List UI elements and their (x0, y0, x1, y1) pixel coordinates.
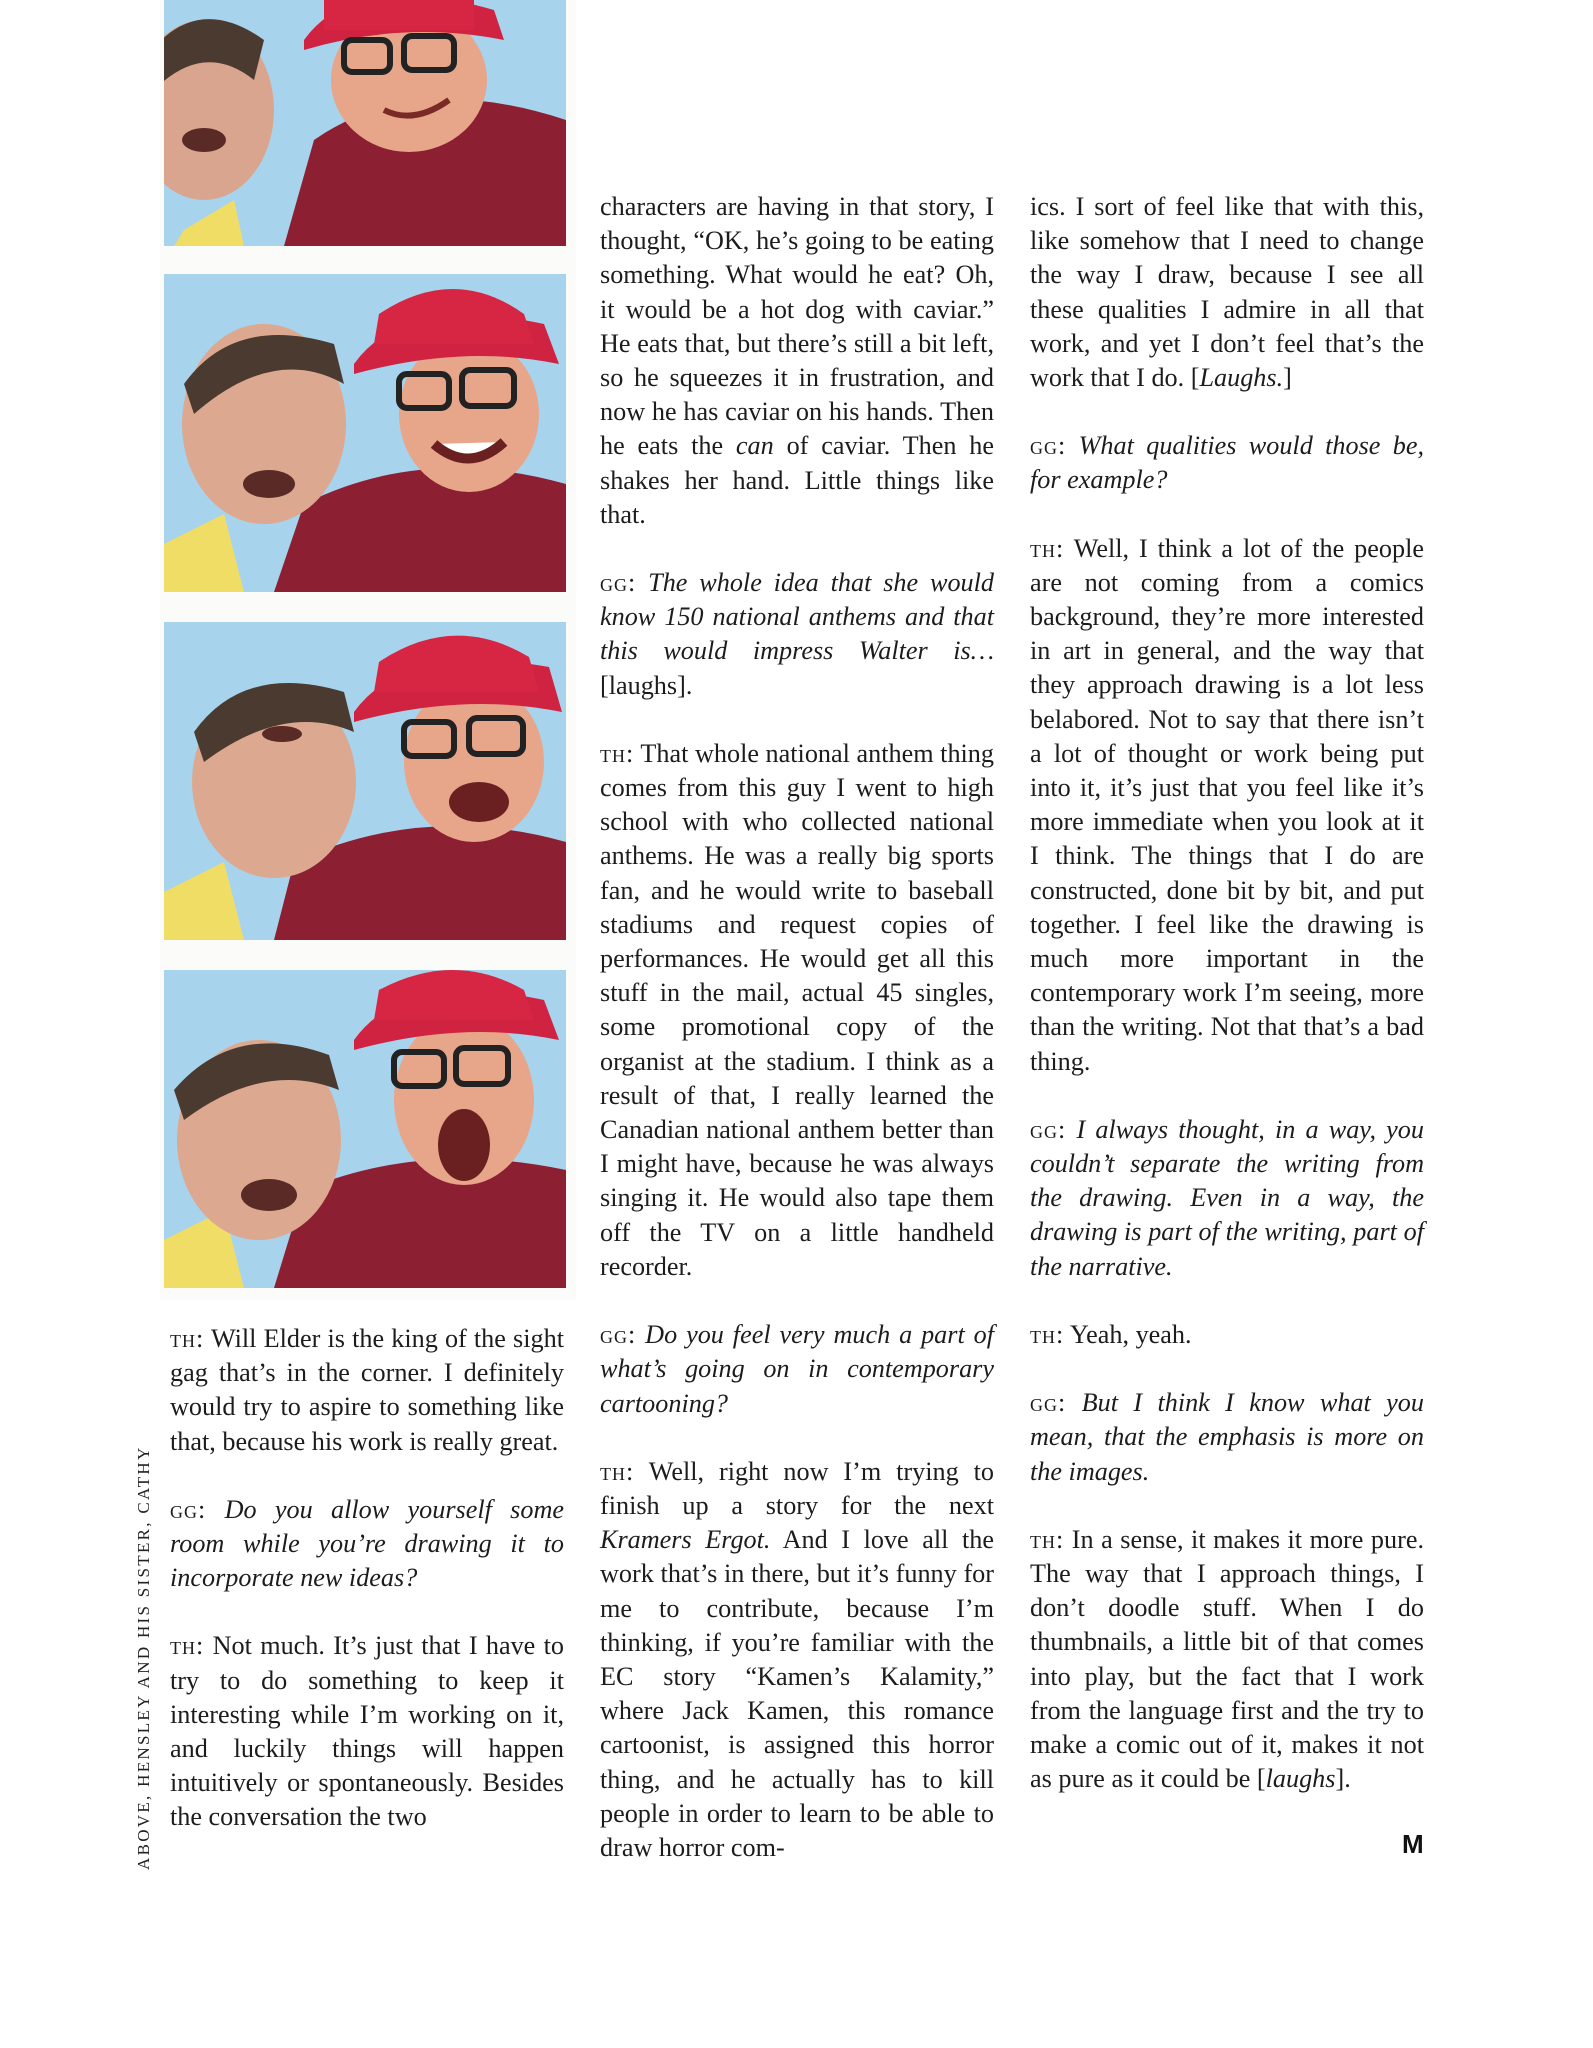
speaker-label: th: (600, 738, 635, 768)
paragraph (600, 1455, 994, 1865)
speaker-label: th: (170, 1324, 205, 1353)
paragraph (170, 1493, 564, 1596)
emphasis-text: can (735, 431, 774, 461)
paragraph (170, 1629, 564, 1834)
emphasis-text: Kramers Ergot. (600, 1525, 771, 1555)
answer-text: Yeah, yeah. (1064, 1319, 1192, 1349)
paragraph (1030, 190, 1424, 395)
photo-frame-4 (164, 970, 566, 1288)
emphasis-text: Laughs. (1199, 363, 1284, 393)
end-mark: M (1402, 1829, 1424, 1859)
answer-text: [laughs]. (600, 670, 693, 700)
answer-text: Not much. It’s just that I have to try to do something to keep it interesting while I’m working on it, and luckily things will happen intuitively or spontaneously. Besides the conversation the two (170, 1631, 564, 1832)
paragraph (1030, 1386, 1424, 1489)
question-text: I always thought, in a way, you couldn’t separate the writing from the drawing. Even in a way, the drawing is part of the writing, part of the narrative. (1030, 1114, 1424, 1281)
question-text: The whole idea that she would know 150 national anthems and that this would impress Walter is… (600, 568, 994, 666)
answer-text: ] (1283, 363, 1292, 393)
text-column-1 (170, 1322, 564, 1835)
speaker-label: gg: (170, 1494, 207, 1524)
paragraph (1030, 1113, 1424, 1284)
answer-text: And I love all the work that’s in there, but it’s funny for me to contribute, because I’m thinking, if you’re familiar with the EC story “Kamen’s Kalamity,” where Jack Kamen, this romance cartoonist, is assigned this horror thing, and he actually has to kill people in order to learn to be able to draw horror com- (600, 1525, 994, 1862)
photo-frame-2 (164, 274, 566, 592)
photo-caption: ABOVE, HENSLEY AND HIS SISTER, CATHY (134, 1445, 153, 1870)
question-text: But I think I know what you mean, that the emphasis is more on the images. (1030, 1388, 1424, 1486)
question-text: What qualities would those be, for example? (1030, 431, 1424, 495)
paragraph (600, 737, 994, 1284)
paragraph (170, 1322, 564, 1459)
answer-text: characters are having in that story, I thought, “OK, he’s going to be eating something. What would he eat? Oh, it would be a hot dog with caviar.” He eats that, but there’s still a bit left, so he squeezes it in frustration, and now he has caviar on his hands. Then he eats the (600, 192, 994, 461)
speaker-label: th: (1030, 1524, 1065, 1554)
answer-text: of caviar. Then he shakes her hand. Little things like that. (600, 431, 994, 529)
photo-frame-3 (164, 622, 566, 940)
speaker-label: th: (1030, 533, 1065, 563)
answer-text: ]. (1335, 1764, 1351, 1794)
speaker-label: gg: (1030, 1388, 1067, 1418)
text-column-3 (1030, 190, 1424, 1796)
speaker-label: th: (600, 1456, 635, 1486)
answer-text: Will Elder is the king of the sight gag that’s in the corner. I definitely would try to aspire to something like that, because his work is really great. (170, 1324, 564, 1456)
paragraph (600, 566, 994, 703)
answer-text: That whole national anthem thing comes from this guy I went to high school with who collected national anthems. He was a really big sports fan, and he would write to baseball stadiums and request copies of performances. He would get all this stuff in the mail, actual 45 singles, some promotional copy of the organist at the stadium. I think as a result of that, I really learned the Canadian national anthem better than I might have, because he was always singing it. He would also tape them off the TV on a little handheld recorder. (600, 738, 994, 1281)
paragraph (1030, 532, 1424, 1079)
answer-text: In a sense, it makes it more pure. The way that I approach things, I don’t doodle stuff. When I do thumbnails, a little bit of that comes into play, but the fact that I work from the language first and the try to make a comic out of it, makes it not as pure as it could be [ (1030, 1524, 1424, 1794)
question-text: Do you feel very much a part of what’s going on in contemporary cartooning? (600, 1320, 994, 1418)
speaker-label: th: (1030, 1319, 1065, 1349)
answer-text: Well, right now I’m trying to finish up a story for the next (600, 1456, 994, 1520)
speaker-label: th: (170, 1631, 205, 1661)
paragraph (1030, 429, 1424, 497)
answer-text: Well, I think a lot of the people are not coming from a comics background, they’re more interested in art in general, and the way that they approach drawing is a lot less belabored. Not to say that there isn’t a lot of thought or work being put into it, it’s just that you feel like it’s more immediate when you look at it I think. The things that I do are constructed, done bit by bit, and put together. I feel like the drawing is much more important in the contemporary work I’m seeing, more than the writing. Not that that’s a bad thing. (1030, 533, 1424, 1076)
question-text: Do you allow yourself some room while you’re drawing it to incorporate new ideas? (170, 1494, 564, 1593)
answer-text: ics. I sort of feel like that with this, like somehow that I need to change the way I draw, because I see all these qualities I admire in all that work, and yet I don’t feel that’s the work that I do. [ (1030, 192, 1424, 393)
paragraph (600, 190, 994, 532)
text-column-2 (600, 190, 994, 1865)
speaker-label: gg: (600, 568, 637, 598)
emphasis-text: laughs (1265, 1764, 1336, 1794)
speaker-label: gg: (1030, 1114, 1067, 1144)
speaker-label: gg: (1030, 431, 1067, 461)
speaker-label: gg: (600, 1320, 637, 1350)
photo-frame-1 (164, 0, 566, 246)
paragraph (1030, 1523, 1424, 1797)
photo-booth-strip (160, 0, 576, 1300)
paragraph (600, 1318, 994, 1421)
paragraph (1030, 1318, 1424, 1352)
